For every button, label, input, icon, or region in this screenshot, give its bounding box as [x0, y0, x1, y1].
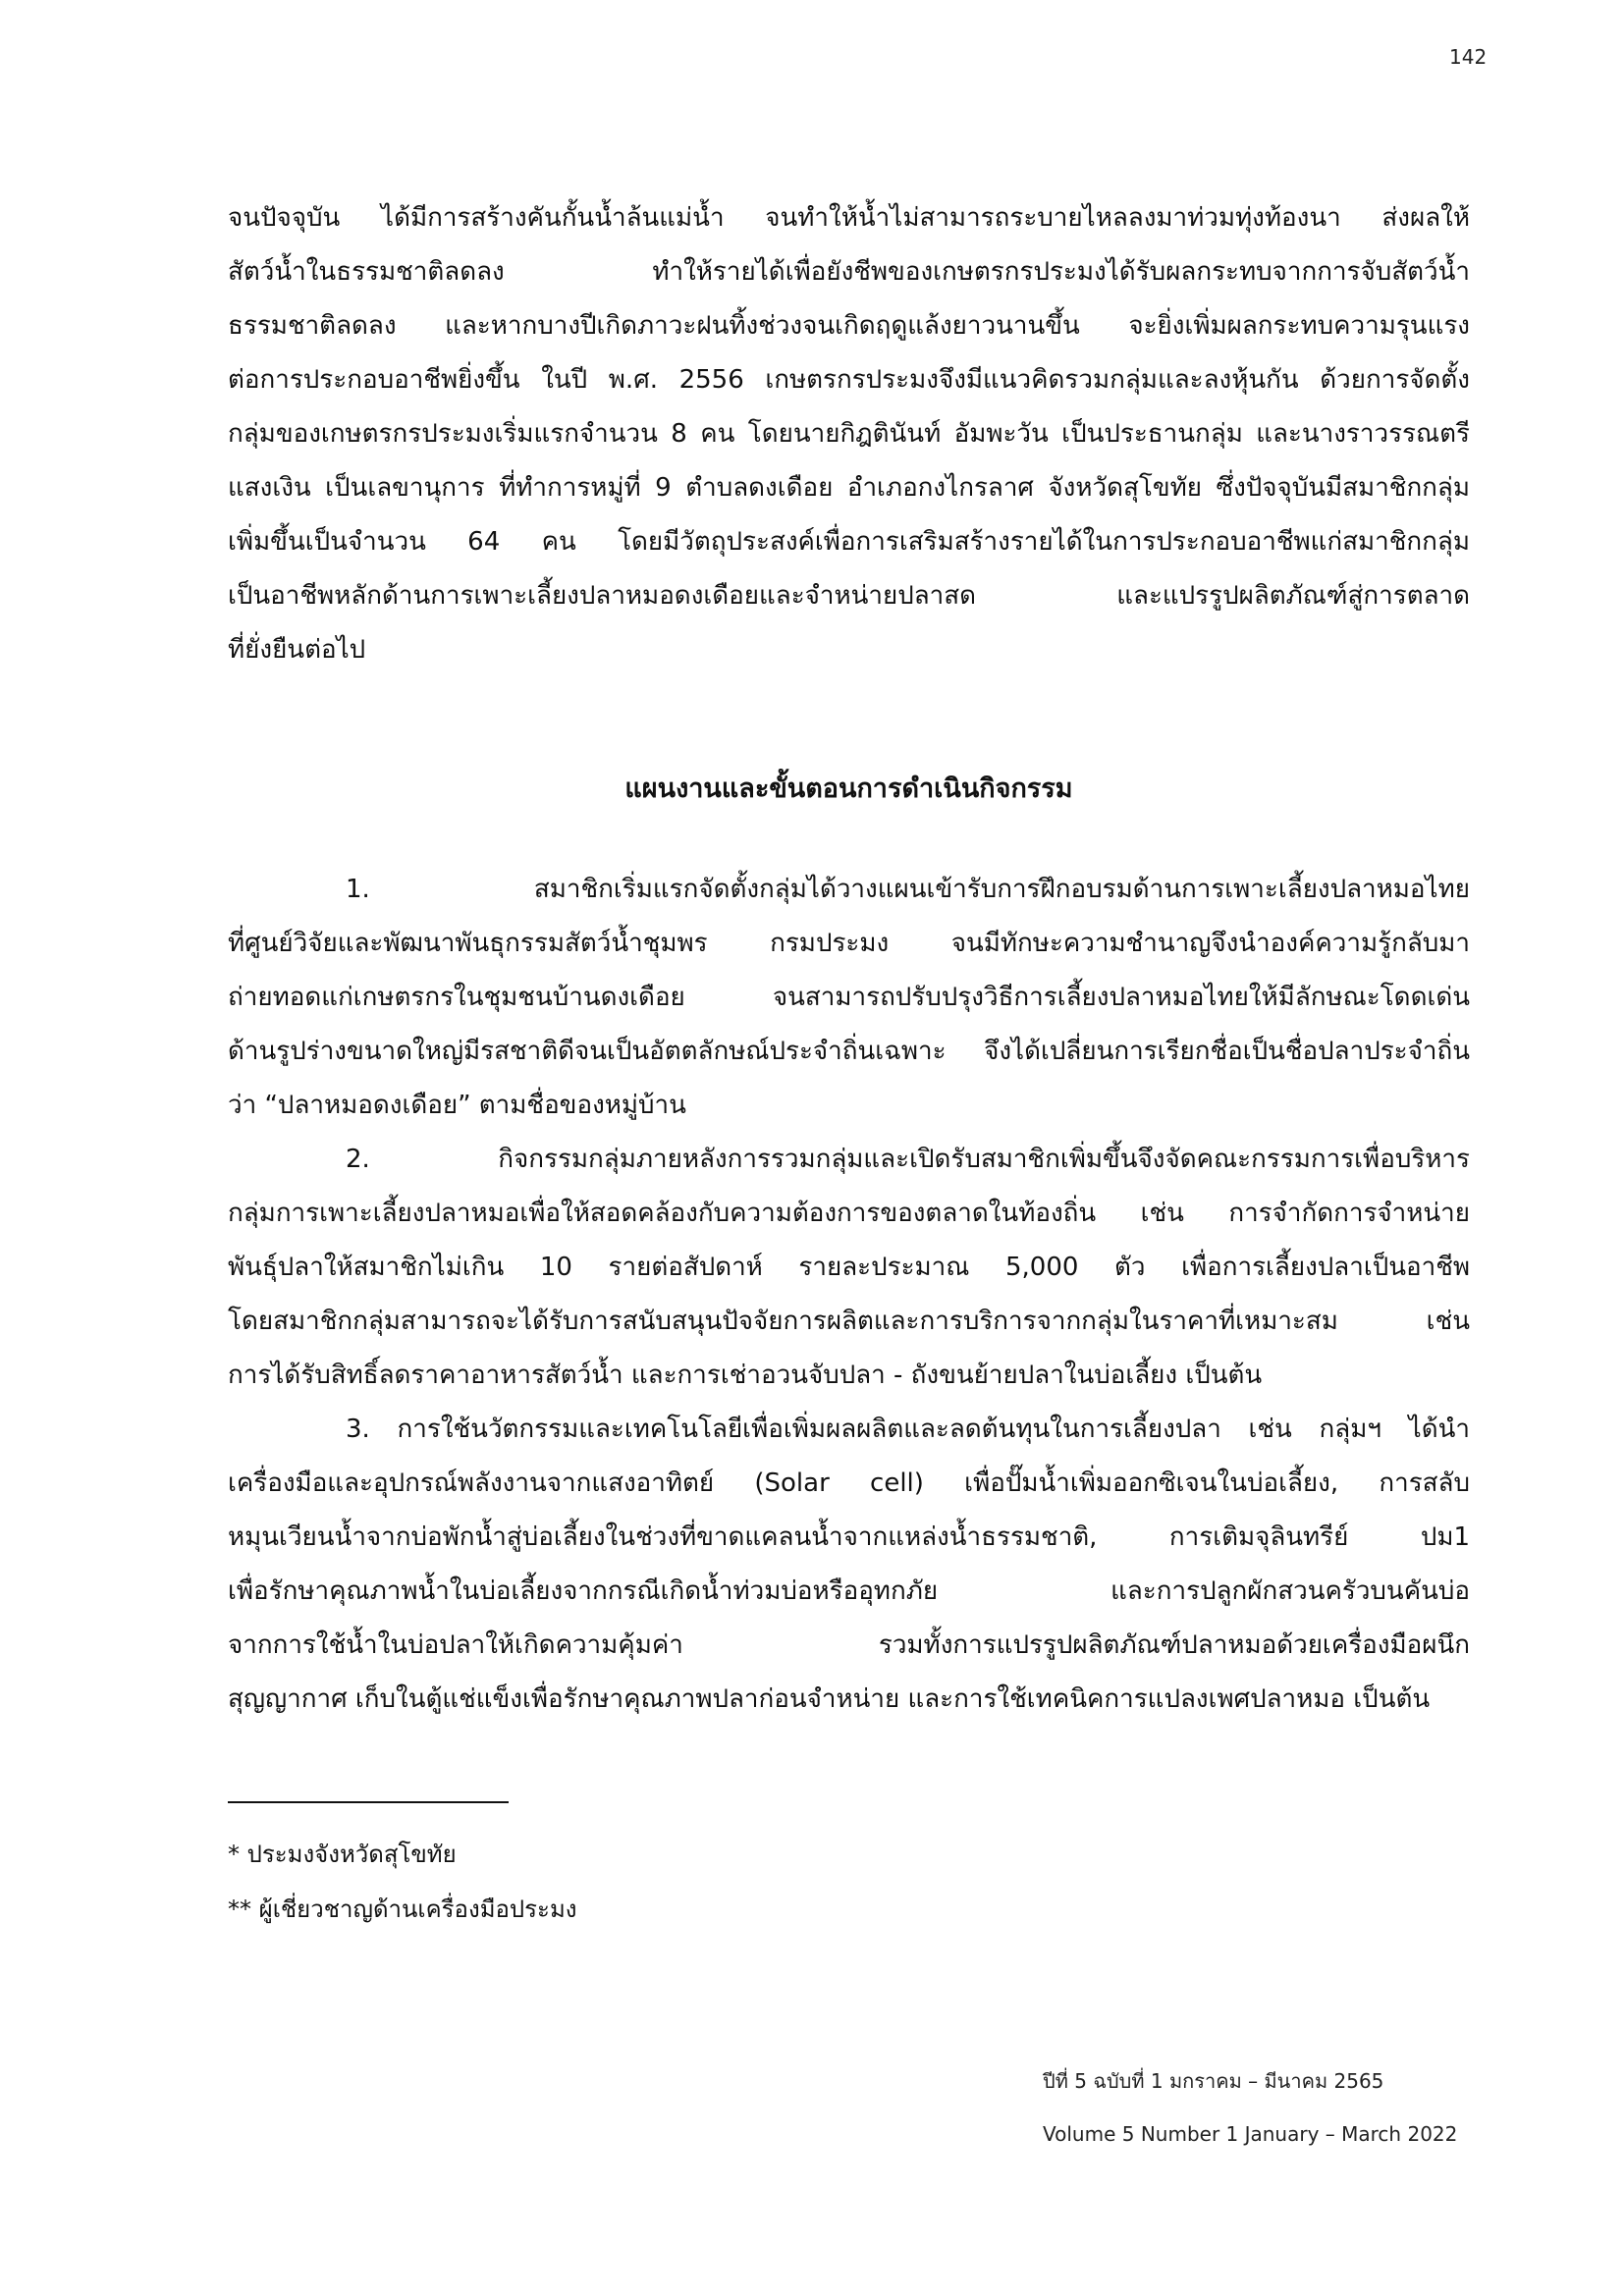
paragraph-line: เป็นอาชีพหลักด้านการเพาะเลี้ยงปลาหมอดงเดือยและจำหน่ายปลาสด และแปรรูปผลิตภัณฑ์สู่การตลาด: [228, 581, 1470, 611]
paragraph-line: ธรรมชาติลดลง และหากบางปีเกิดภาวะฝนทิ้งช่วงจนเกิดฤดูแล้งยาวนานขึ้น จะยิ่งเพิ่มผลกระทบความรุนแรง: [228, 311, 1470, 341]
journal-info-english: Volume 5 Number 1 January – March 2022: [1043, 2122, 1458, 2146]
footnote-1: * ประมงจังหวัดสุโขทัย: [228, 1841, 457, 1868]
section-heading: แผนงานและขั้นตอนการดำเนินกิจกรรม: [624, 774, 1073, 804]
footnote-rule: [228, 1801, 509, 1803]
item-2-line: พันธุ์ปลาให้สมาชิกไม่เกิน 10 รายต่อสัปดาห์ รายละประมาณ 5,000 ตัว เพื่อการเลี้ยงปลาเป็นอาชีพ: [228, 1253, 1470, 1282]
item-1-line: ที่ศูนย์วิจัยและพัฒนาพันธุกรรมสัตว์น้ำชุมพร กรมประมง จนมีทักษะความชำนาญจึงนำองค์ความรู้กลับมา: [228, 929, 1470, 958]
item-3-line: เครื่องมือและอุปกรณ์พลังงานจากแสงอาทิตย์ (Solar cell) เพื่อปั๊มน้ำเพิ่มออกซิเจนในบ่อเลี้ยง, การสลับ: [228, 1468, 1470, 1498]
paragraph-line: ต่อการประกอบอาชีพยิ่งขึ้น ในปี พ.ศ. 2556 เกษตรกรประมงจึงมีแนวคิดรวมกลุ่มและลงหุ้นกัน ด้วยการจัดตั้ง: [228, 365, 1470, 395]
paragraph-line: แสงเงิน เป็นเลขานุการ ที่ทำการหมู่ที่ 9 ตำบลดงเดือย อำเภอกงไกรลาศ จังหวัดสุโขทัย ซึ่งปัจจุบันมีสมาชิกกลุ่ม: [228, 473, 1470, 503]
item-1-line: ว่า “ปลาหมอดงเดือย” ตามชื่อของหมู่บ้าน: [228, 1091, 686, 1120]
paragraph-line: กลุ่มของเกษตรกรประมงเริ่มแรกจำนวน 8 คน โดยนายกิฎตินันท์ อัมพะวัน เป็นประธานกลุ่ม และนางราวรรณตรี: [228, 419, 1470, 449]
item-3-line: หมุนเวียนน้ำจากบ่อพักน้ำสู่บ่อเลี้ยงในช่วงที่ขาดแคลนน้ำจากแหล่งน้ำธรรมชาติ, การเติมจุลินทรีย์ ปม1: [228, 1522, 1470, 1552]
page-number: 142: [1449, 45, 1488, 69]
item-1-line: ด้านรูปร่างขนาดใหญ่มีรสชาติดีจนเป็นอัตตลักษณ์ประจำถิ่นเฉพาะ จึงได้เปลี่ยนการเรียกชื่อเป็นชื่อปลาประจำถิ่น: [228, 1037, 1470, 1066]
paragraph-line: สัตว์น้ำในธรรมชาติลดลง ทำให้รายได้เพื่อยังชีพของเกษตรกรประมงได้รับผลกระทบจากการจับสัตว์น้ำ: [228, 257, 1470, 287]
journal-info-thai: ปีที่ 5 ฉบับที่ 1 มกราคม – มีนาคม 2565: [1043, 2069, 1384, 2093]
paragraph-line: จนปัจจุบัน ได้มีการสร้างคันกั้นน้ำล้นแม่น้ำ จนทำให้น้ำไม่สามารถระบายไหลลงมาท่วมทุ่งท้องนา ส่งผลให้: [228, 203, 1470, 233]
item-3-line: 3. การใช้นวัตกรรมและเทคโนโลยีเพื่อเพิ่มผลผลิตและลดต้นทุนในการเลี้ยงปลา เช่น กลุ่มฯ ได้นำ: [346, 1415, 1470, 1444]
item-2-line: กลุ่มการเพาะเลี้ยงปลาหมอเพื่อให้สอดคล้องกับความต้องการของตลาดในท้องถิ่น เช่น การจำกัดการจำหน่าย: [228, 1199, 1470, 1228]
item-1-line: ถ่ายทอดแก่เกษตรกรในชุมชนบ้านดงเดือย จนสามารถปรับปรุงวิธีการเลี้ยงปลาหมอไทยให้มีลักษณะโดดเด่น: [228, 983, 1470, 1012]
item-3-line: สุญญากาศ เก็บในตู้แช่แข็งเพื่อรักษาคุณภาพปลาก่อนจำหน่าย และการใช้เทคนิคการแปลงเพศปลาหมอ เป็นต้น: [228, 1684, 1431, 1714]
item-2-line: การได้รับสิทธิ์ลดราคาอาหารสัตว์น้ำ และการเช่าอวนจับปลา - ถังขนย้ายปลาในบ่อเลี้ยง เป็นต้น: [228, 1361, 1263, 1390]
item-3-line: จากการใช้น้ำในบ่อปลาให้เกิดความคุ้มค่า รวมทั้งการแปรรูปผลิตภัณฑ์ปลาหมอด้วยเครื่องมือผนึก: [228, 1630, 1470, 1660]
paragraph-line: เพิ่มขึ้นเป็นจำนวน 64 คน โดยมีวัตถุประสงค์เพื่อการเสริมสร้างรายได้ในการประกอบอาชีพแก่สมาชิกกลุ่ม: [228, 527, 1470, 557]
footnote-2: ** ผู้เชี่ยวชาญด้านเครื่องมือประมง: [228, 1896, 577, 1923]
item-1-line: 1. สมาชิกเริ่มแรกจัดตั้งกลุ่มได้วางแผนเข้ารับการฝึกอบรมด้านการเพาะเลี้ยงปลาหมอไทย: [346, 875, 1470, 904]
item-3-line: เพื่อรักษาคุณภาพน้ำในบ่อเลี้ยงจากกรณีเกิดน้ำท่วมบ่อหรืออุทกภัย และการปลูกผักสวนครัวบนคันบ่อ: [228, 1576, 1470, 1606]
item-2-line: 2. กิจกรรมกลุ่มภายหลังการรวมกลุ่มและเปิดรับสมาชิกเพิ่มขึ้นจึงจัดคณะกรรมการเพื่อบริหาร: [346, 1145, 1470, 1174]
paragraph-line: ที่ยั่งยืนต่อไป: [228, 635, 366, 665]
item-2-line: โดยสมาชิกกลุ่มสามารถจะได้รับการสนับสนุนปัจจัยการผลิตและการบริการจากกลุ่มในราคาที่เหมาะสม เช่น: [228, 1307, 1470, 1336]
